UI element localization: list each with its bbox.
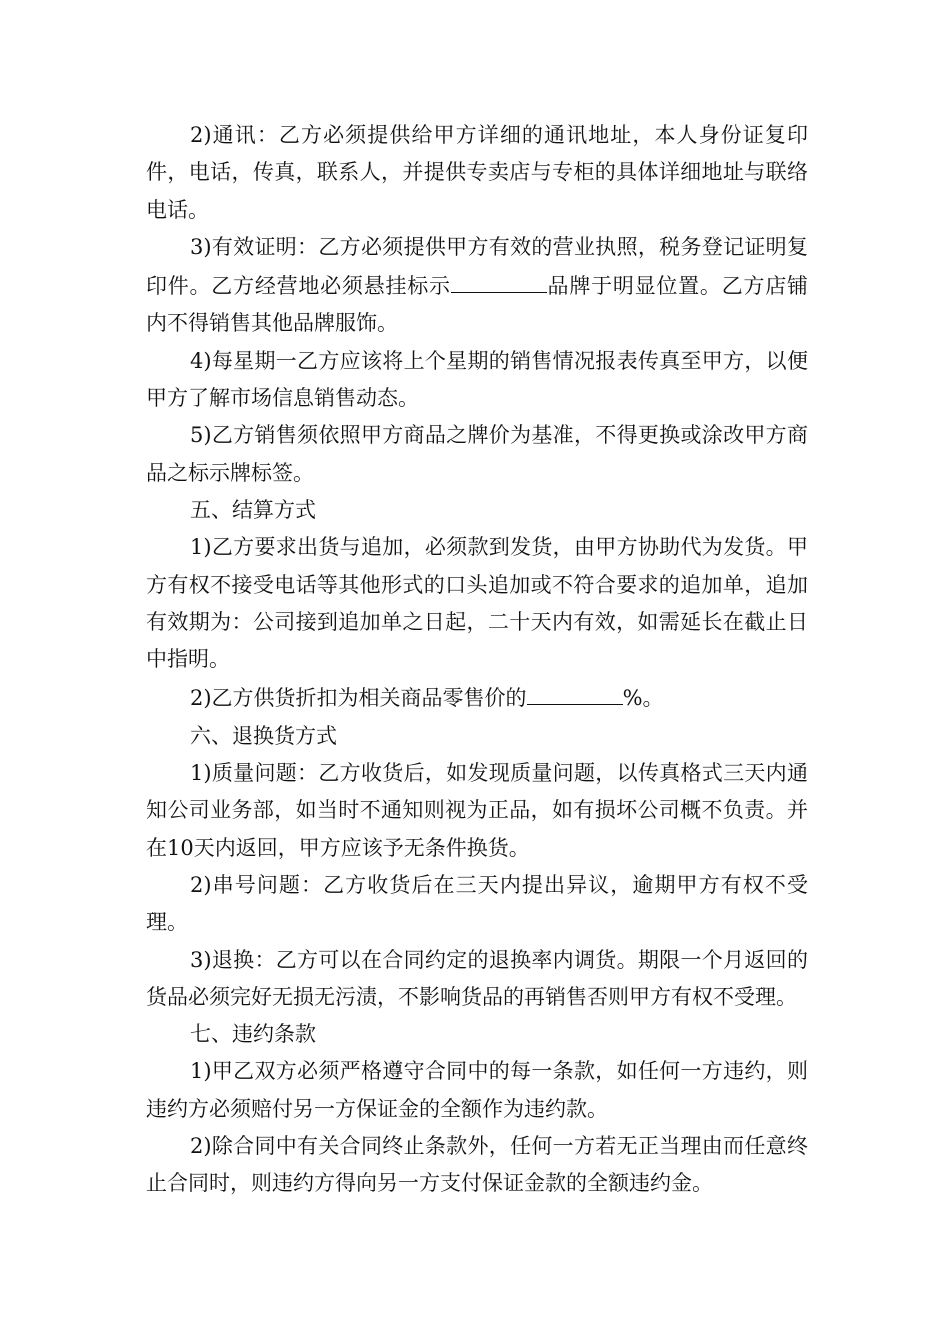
clause-breach-deposit: 1)甲乙双方必须严格遵守合同中的每一条款，如任何一方违约，则违约方必须赔付另一方保证金的全额作为违约款。	[146, 1059, 808, 1121]
clause-serial-issue: 2)串号问题：乙方收货后在三天内提出异议，逾期甲方有权不受理。	[146, 872, 808, 935]
section-heading-breach: 七、违约条款	[190, 1022, 316, 1047]
clause-text-before-blank: 2)乙方供货折扣为相关商品零售价的	[190, 686, 527, 711]
fill-in-blank-discount	[527, 678, 623, 705]
clause-text-after-blank: 品牌于明显位置。乙方店铺内不得销售其他品牌服饰。	[146, 274, 809, 336]
clause-weekly-report: 4)每星期一乙方应该将上个星期的销售情况报表传真至甲方，以便甲方了解市场信息销售动态。	[146, 348, 808, 411]
clause-communication: 2)通讯：乙方必须提供给甲方详细的通讯地址，本人身份证复印件，电话，传真，联系人，并提供专卖店与专柜的具体详细地址与联络电话。	[146, 123, 808, 222]
clause-breach-termination: 2)除合同中有关合同终止条款外，任何一方若无正当理由而任意终止合同时，则违约方得向另一方支付保证金款的全额违约金。	[146, 1134, 808, 1196]
document-body	[146, 117, 808, 1203]
clause-settlement-shipping: 1)乙方要求出货与追加，必须款到发货，由甲方协助代为发货。甲方有权不接受电话等其他形式的口头追加或不符合要求的追加单，追加有效期为：公司接到追加单之日起，二十天内有效，如需延长在截止日中指明。	[146, 535, 808, 672]
clause-valid-certificate	[146, 229, 808, 343]
section-heading-settlement: 五、结算方式	[190, 497, 316, 522]
clause-settlement-discount	[146, 678, 808, 717]
clause-text-after-blank: %。	[622, 686, 664, 711]
clause-price-standard: 5)乙方销售须依照甲方商品之牌价为基准，不得更换或涂改甲方商品之标示牌标签。	[146, 423, 808, 485]
fill-in-blank-brand	[451, 266, 547, 293]
section-heading-returns: 六、退换货方式	[190, 723, 337, 748]
clause-text-before-blank: 3)有效证明：乙方必须提供甲方有效的营业执照，税务登记证明复印件。乙方经营地必须悬挂标示	[146, 234, 808, 299]
clause-exchange: 3)退换：乙方可以在合同约定的退换率内调货。期限一个月返回的货品必须完好无损无污渍，不影响货品的再销售否则甲方有权不受理。	[146, 947, 808, 1009]
clause-quality-issue: 1)质量问题：乙方收货后，如发现质量问题，以传真格式三天内通知公司业务部，如当时不通知则视为正品，如有损坏公司概不负责。并在10天内返回，甲方应该予无条件换货。	[146, 761, 808, 860]
